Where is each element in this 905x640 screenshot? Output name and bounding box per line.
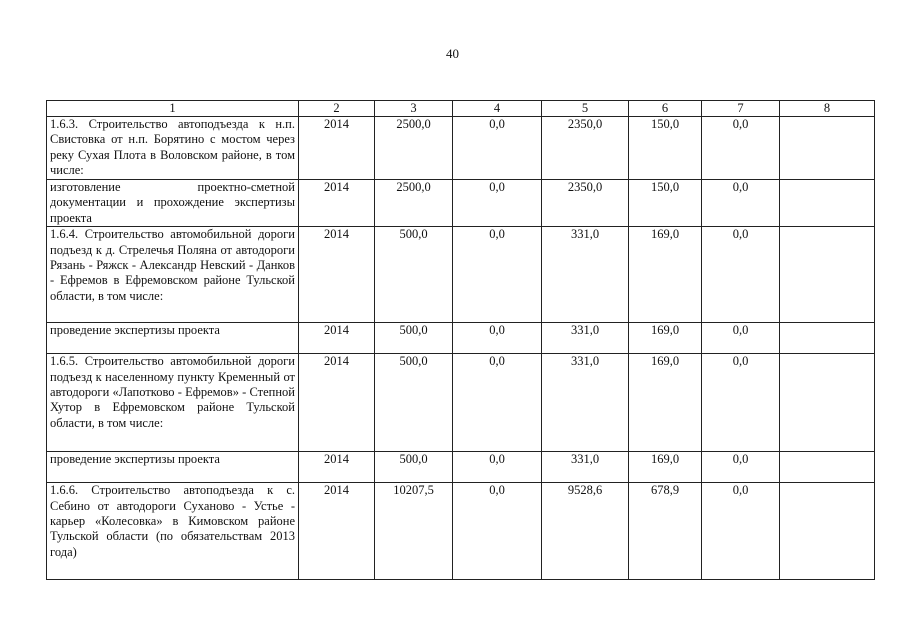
row-description: проведение экспертизы проекта (47, 452, 299, 483)
header-cell-6: 6 (629, 101, 702, 117)
table-body (47, 101, 875, 580)
total-amount-cell: 500,0 (375, 452, 453, 483)
col5-value-cell: 331,0 (542, 354, 629, 452)
table-header-row (47, 101, 875, 117)
col8-value-cell (780, 483, 875, 580)
year-cell: 2014 (299, 483, 375, 580)
col8-value-cell (780, 117, 875, 180)
table-row (47, 180, 875, 227)
col4-value-cell: 0,0 (453, 117, 542, 180)
col8-value-cell (780, 323, 875, 354)
col7-value-cell: 0,0 (702, 117, 780, 180)
header-cell-4: 4 (453, 101, 542, 117)
year-cell: 2014 (299, 227, 375, 323)
year-cell: 2014 (299, 323, 375, 354)
header-cell-1: 1 (47, 101, 299, 117)
col8-value-cell (780, 354, 875, 452)
budget-table (46, 100, 875, 580)
table-row (47, 117, 875, 180)
col7-value-cell: 0,0 (702, 323, 780, 354)
total-amount-cell: 500,0 (375, 354, 453, 452)
col7-value-cell: 0,0 (702, 180, 780, 227)
total-amount-cell: 2500,0 (375, 180, 453, 227)
row-description: 1.6.5. Строительство автомобильной дороги подъезд к населенному пункту Кременный от автодороги «Лапотково - Ефремов» - Степной Хутор в Ефремовском районе Тульской области, в том числе: (47, 354, 299, 452)
row-description: 1.6.3. Строительство автоподъезда к н.п. Свистовка от н.п. Борятино с мостом через реку Сухая Плота в Воловском районе, в том числе: (47, 117, 299, 180)
col5-value-cell: 331,0 (542, 227, 629, 323)
col6-value-cell: 150,0 (629, 180, 702, 227)
header-cell-3: 3 (375, 101, 453, 117)
col4-value-cell: 0,0 (453, 323, 542, 354)
col5-value-cell: 9528,6 (542, 483, 629, 580)
col6-value-cell: 169,0 (629, 227, 702, 323)
col4-value-cell: 0,0 (453, 354, 542, 452)
year-cell: 2014 (299, 180, 375, 227)
col7-value-cell: 0,0 (702, 483, 780, 580)
table-row (47, 483, 875, 580)
header-cell-2: 2 (299, 101, 375, 117)
total-amount-cell: 10207,5 (375, 483, 453, 580)
page-number: 40 (446, 46, 459, 61)
col4-value-cell: 0,0 (453, 483, 542, 580)
col8-value-cell (780, 180, 875, 227)
table-row (47, 354, 875, 452)
col6-value-cell: 678,9 (629, 483, 702, 580)
col5-value-cell: 331,0 (542, 323, 629, 354)
row-description: 1.6.4. Строительство автомобильной дороги подъезд к д. Стрелечья Поляна от автодороги Рязань - Ряжск - Александр Невский - Данков - Ефремов в Ефремовском районе Тульской области, в том числе: (47, 227, 299, 323)
total-amount-cell: 2500,0 (375, 117, 453, 180)
col4-value-cell: 0,0 (453, 452, 542, 483)
col6-value-cell: 169,0 (629, 452, 702, 483)
row-description: проведение экспертизы проекта (47, 323, 299, 354)
col4-value-cell: 0,0 (453, 227, 542, 323)
total-amount-cell: 500,0 (375, 323, 453, 354)
total-amount-cell: 500,0 (375, 227, 453, 323)
col5-value-cell: 331,0 (542, 452, 629, 483)
year-cell: 2014 (299, 117, 375, 180)
table-row (47, 227, 875, 323)
col8-value-cell (780, 227, 875, 323)
col5-value-cell: 2350,0 (542, 117, 629, 180)
col5-value-cell: 2350,0 (542, 180, 629, 227)
row-description: изготовление проектно-сметной документации и прохождение экспертизы проекта (47, 180, 299, 227)
table-row (47, 323, 875, 354)
header-cell-8: 8 (780, 101, 875, 117)
col4-value-cell: 0,0 (453, 180, 542, 227)
col8-value-cell (780, 452, 875, 483)
header-cell-7: 7 (702, 101, 780, 117)
col6-value-cell: 169,0 (629, 354, 702, 452)
col7-value-cell: 0,0 (702, 452, 780, 483)
year-cell: 2014 (299, 354, 375, 452)
header-cell-5: 5 (542, 101, 629, 117)
col6-value-cell: 150,0 (629, 117, 702, 180)
year-cell: 2014 (299, 452, 375, 483)
col7-value-cell: 0,0 (702, 354, 780, 452)
col7-value-cell: 0,0 (702, 227, 780, 323)
table-row (47, 452, 875, 483)
row-description: 1.6.6. Строительство автоподъезда к с. Себино от автодороги Суханово - Устье - карьер «Колесовка» в Кимовском районе Тульской области (по обязательствам 2013 года) (47, 483, 299, 580)
col6-value-cell: 169,0 (629, 323, 702, 354)
